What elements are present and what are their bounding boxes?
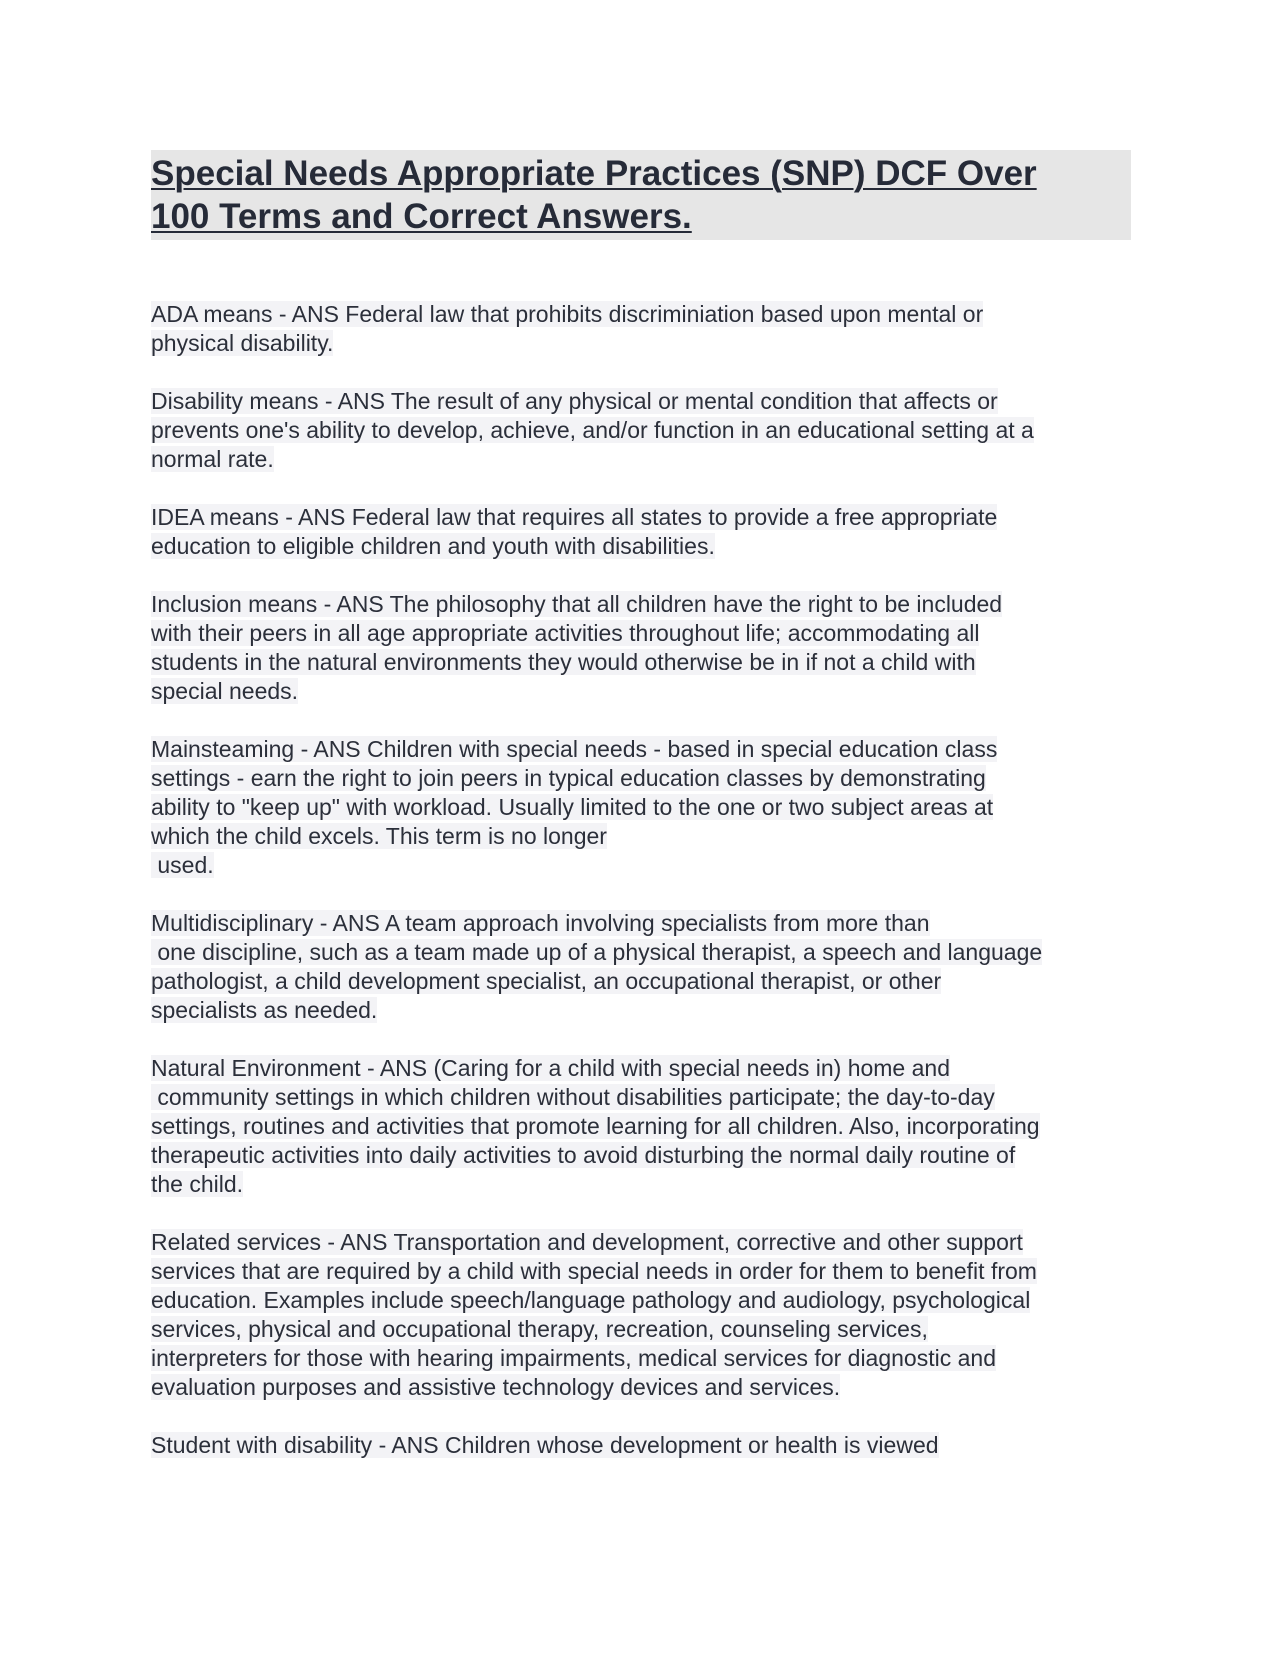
term-line [151, 1257, 1131, 1286]
term-line-text: Student with disability - ANS Children whose development or health is viewed [151, 1432, 939, 1458]
term-line-text: settings - earn the right to join peers in typical education classes by demonstrating [151, 765, 986, 791]
term-line [151, 735, 1131, 764]
title-line: Special Needs Appropriate Practices (SNP) DCF Over [151, 154, 1037, 193]
term-line-text: ADA means - ANS Federal law that prohibits discriminiation based upon mental or [151, 301, 984, 327]
term-line-text: Mainsteaming - ANS Children with special needs - based in special education class [151, 736, 998, 762]
term-line [151, 445, 1131, 474]
term-line [151, 909, 1131, 938]
term-line-text: services, physical and occupational therapy, recreation, counseling services, [151, 1316, 928, 1342]
term-line-text: one discipline, such as a team made up of a physical therapist, a speech and language [151, 939, 1043, 965]
term-line [151, 996, 1131, 1025]
term-line-text: education. Examples include speech/language pathology and audiology, psychological [151, 1287, 1031, 1313]
term-line-text: the child. [151, 1171, 244, 1197]
term-line [151, 938, 1131, 967]
title-line: 100 Terms and Correct Answers. [151, 197, 692, 236]
term-line [151, 532, 1131, 561]
term-line-text: Disability means - ANS The result of any physical or mental condition that affects or [151, 388, 998, 414]
term-entry [151, 1431, 1131, 1460]
term-line [151, 503, 1131, 532]
term-line-text: students in the natural environments they would otherwise be in if not a child with [151, 649, 976, 675]
term-line [151, 1228, 1131, 1257]
term-line [151, 851, 1131, 880]
term-line [151, 648, 1131, 677]
term-line [151, 764, 1131, 793]
term-line [151, 967, 1131, 996]
term-line-text: settings, routines and activities that promote learning for all children. Also, incorporating [151, 1113, 1040, 1139]
term-line-text: Related services - ANS Transportation and development, corrective and other support [151, 1229, 1023, 1255]
term-line-text: evaluation purposes and assistive technology devices and services. [151, 1374, 841, 1400]
term-entry [151, 503, 1131, 561]
term-line-text: prevents one's ability to develop, achieve, and/or function in an educational setting at a [151, 417, 1034, 443]
term-line-text: which the child excels. This term is no longer [151, 823, 607, 849]
term-line [151, 1286, 1131, 1315]
term-line-text: IDEA means - ANS Federal law that requires all states to provide a free appropriate [151, 504, 998, 530]
term-line [151, 1344, 1131, 1373]
term-line [151, 793, 1131, 822]
term-entry [151, 909, 1131, 1025]
term-line-text: interpreters for those with hearing impairments, medical services for diagnostic and [151, 1345, 996, 1371]
term-line-text: ability to "keep up" with workload. Usually limited to the one or two subject areas at [151, 794, 994, 820]
term-entry [151, 300, 1131, 358]
term-line [151, 1431, 1131, 1460]
document-title-block [151, 150, 1131, 240]
term-entry [151, 735, 1131, 880]
term-line [151, 619, 1131, 648]
term-line [151, 329, 1131, 358]
term-line [151, 1054, 1131, 1083]
term-line-text: services that are required by a child with special needs in order for them to benefit from [151, 1258, 1037, 1284]
term-line [151, 1315, 1131, 1344]
term-line-text: physical disability. [151, 330, 334, 356]
term-line-text: Inclusion means - ANS The philosophy that all children have the right to be included [151, 591, 1003, 617]
term-line-text: used. [151, 852, 214, 878]
term-line [151, 1170, 1131, 1199]
term-line [151, 387, 1131, 416]
term-line-text: specialists as needed. [151, 997, 378, 1023]
document-page [151, 150, 1131, 1489]
term-entry [151, 1054, 1131, 1199]
document-title [151, 152, 1131, 238]
term-line [151, 590, 1131, 619]
term-line-text: therapeutic activities into daily activities to avoid disturbing the normal daily routine of [151, 1142, 1016, 1168]
term-line [151, 822, 1131, 851]
term-list [151, 300, 1131, 1460]
term-line-text: pathologist, a child development specialist, an occupational therapist, or other [151, 968, 942, 994]
term-line-text: normal rate. [151, 446, 274, 472]
term-entry [151, 590, 1131, 706]
term-line-text: education to eligible children and youth with disabilities. [151, 533, 715, 559]
term-line [151, 1083, 1131, 1112]
term-line [151, 1373, 1131, 1402]
term-entry [151, 1228, 1131, 1402]
term-line-text: special needs. [151, 678, 299, 704]
term-line [151, 416, 1131, 445]
term-line [151, 1141, 1131, 1170]
term-line-text: Multidisciplinary - ANS A team approach involving specialists from more than [151, 910, 930, 936]
term-line-text: Natural Environment - ANS (Caring for a child with special needs in) home and [151, 1055, 950, 1081]
term-line-text: community settings in which children without disabilities participate; the day-to-day [151, 1084, 995, 1110]
term-entry [151, 387, 1131, 474]
term-line [151, 677, 1131, 706]
term-line [151, 1112, 1131, 1141]
term-line-text: with their peers in all age appropriate activities throughout life; accommodating all [151, 620, 980, 646]
term-line [151, 300, 1131, 329]
